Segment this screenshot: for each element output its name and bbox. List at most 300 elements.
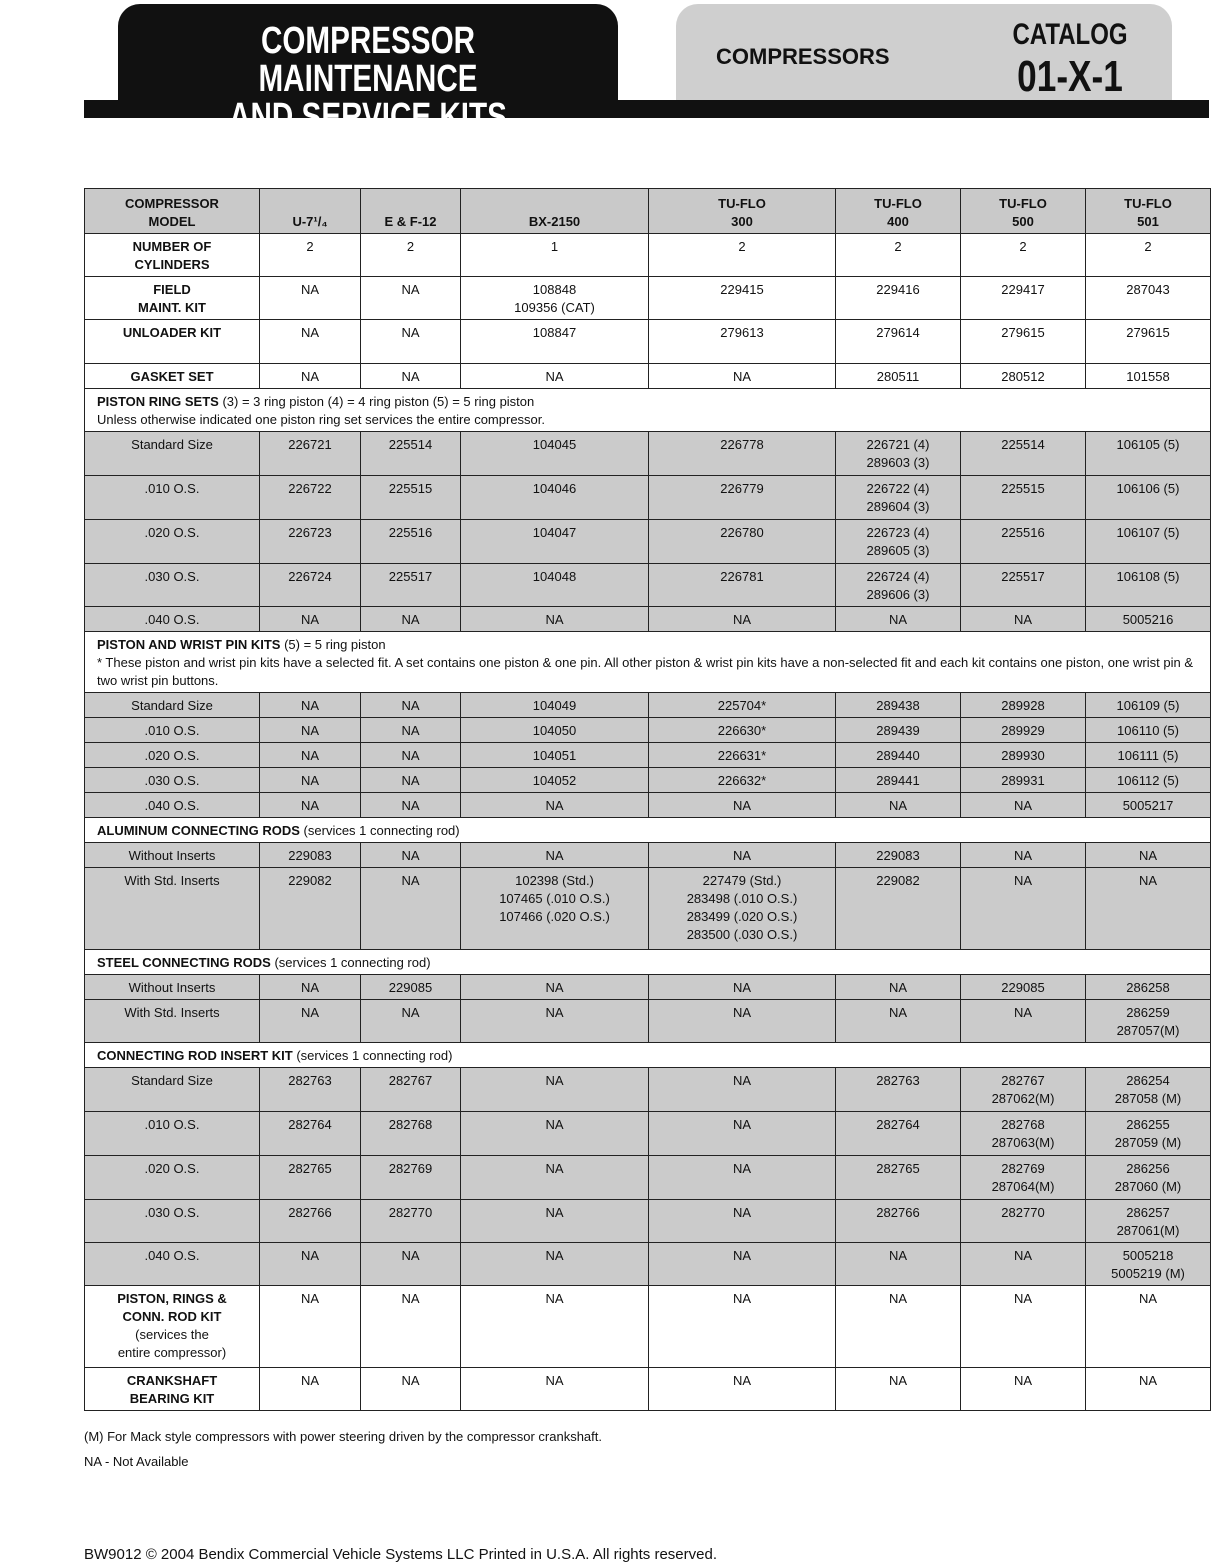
table-cell (961, 1368, 1086, 1411)
table-cell (836, 718, 961, 743)
table-cell (461, 1243, 649, 1286)
table-cell (260, 234, 361, 277)
row-label-text: NUMBER OF CYLINDERS (132, 239, 212, 272)
cell-value: 229085 (1001, 980, 1045, 995)
cell-value: 226722 (4) 289604 (3) (866, 481, 930, 514)
cell-value: NA (732, 980, 752, 995)
row-label-text: .020 O.S. (144, 748, 200, 763)
cell-value: 282764 (288, 1117, 332, 1132)
section-heading (85, 632, 1211, 693)
table-row (85, 364, 1211, 389)
cell-value: NA (888, 798, 908, 813)
cell-value: 226724 (288, 569, 332, 584)
section-title: CONNECTING ROD INSERT KIT (97, 1048, 293, 1063)
table-cell (649, 320, 836, 364)
cell-value: 282767 287062(M) (991, 1073, 1055, 1106)
title-line-2: AND SERVICE KITS (229, 96, 507, 138)
cell-value: 226723 (288, 525, 332, 540)
table-cell (260, 693, 361, 718)
table-cell (461, 975, 649, 1000)
table-cell (961, 564, 1086, 607)
row-label-text: .030 O.S. (144, 1205, 200, 1220)
cell-value: 282770 (388, 1205, 433, 1220)
cell-value: 2 (406, 239, 415, 254)
cell-value: 104047 (532, 525, 577, 540)
section-row (85, 818, 1211, 843)
row-label-text: Without Inserts (128, 980, 216, 995)
cell-value: 289439 (876, 723, 920, 738)
section-description: (services 1 connecting rod) (292, 1048, 453, 1063)
table-cell (836, 843, 961, 868)
row-label-text: .010 O.S. (144, 481, 200, 496)
cell-value: 225515 (388, 481, 433, 496)
cell-value: NA (888, 612, 908, 627)
row-label (85, 476, 260, 520)
table-row (85, 1200, 1211, 1243)
cell-value: 225517 (1001, 569, 1045, 584)
cell-value: NA (732, 1073, 752, 1088)
table-cell (260, 364, 361, 389)
table-row (85, 793, 1211, 818)
table-cell (361, 234, 461, 277)
table-cell (649, 277, 836, 320)
cell-value: NA (401, 282, 420, 297)
table-cell (1086, 693, 1211, 718)
row-label (85, 1243, 260, 1286)
cell-value: 225517 (388, 569, 433, 584)
table-cell (260, 1000, 361, 1043)
table-cell (1086, 1112, 1211, 1156)
cell-value: NA (1013, 798, 1033, 813)
table-cell (1086, 277, 1211, 320)
table-cell (260, 1156, 361, 1200)
catalog-word: CATALOG (1012, 18, 1128, 51)
cell-value: 282768 (388, 1117, 433, 1132)
table-cell (461, 1200, 649, 1243)
column-header: TU-FLO 501 (1086, 189, 1211, 234)
table-cell (361, 364, 461, 389)
table-cell (836, 1000, 961, 1043)
table-row (85, 975, 1211, 1000)
cell-value: NA (1013, 612, 1033, 627)
cell-value: 225514 (388, 437, 433, 452)
cell-value: NA (732, 1005, 752, 1020)
cell-value: NA (401, 748, 420, 763)
cell-value: 226722 (288, 481, 332, 496)
cell-value: 104048 (532, 569, 577, 584)
cell-value: NA (732, 1205, 752, 1220)
cell-value: NA (401, 1373, 420, 1388)
row-label (85, 564, 260, 607)
table-cell (649, 975, 836, 1000)
category-label: COMPRESSORS (716, 44, 890, 69)
table-cell (649, 1286, 836, 1368)
table-cell (361, 476, 461, 520)
cell-value: 108848 109356 (CAT) (514, 282, 595, 315)
section-title: STEEL CONNECTING RODS (97, 955, 271, 970)
cell-value: 229083 (288, 848, 332, 863)
cell-value: 106106 (5) (1116, 481, 1180, 496)
catalog-number: 01-X-1 (1017, 52, 1123, 101)
table-cell (961, 607, 1086, 632)
table-cell (260, 868, 361, 950)
cell-value: NA (1013, 873, 1033, 888)
table-cell (961, 234, 1086, 277)
table-cell (649, 520, 836, 564)
table-cell (836, 1112, 961, 1156)
cell-value: NA (300, 773, 320, 788)
table-row (85, 476, 1211, 520)
cell-value: NA (545, 1005, 564, 1020)
cell-value: 106109 (5) (1116, 698, 1180, 713)
cell-value: NA (888, 1005, 908, 1020)
table-cell (361, 520, 461, 564)
cell-value: 282766 (876, 1205, 920, 1220)
table-cell (649, 1243, 836, 1286)
cell-value: NA (300, 282, 320, 297)
column-header: TU-FLO 500 (961, 189, 1086, 234)
cell-value: NA (545, 1291, 564, 1306)
table-cell (461, 234, 649, 277)
table-cell (836, 1243, 961, 1286)
cell-value: NA (300, 748, 320, 763)
table-cell (260, 432, 361, 476)
table-row (85, 234, 1211, 277)
section-row (85, 1043, 1211, 1068)
table-row (85, 693, 1211, 718)
page-title (173, 22, 563, 136)
table-cell (461, 693, 649, 718)
row-label (85, 768, 260, 793)
section-title: ALUMINUM CONNECTING RODS (97, 823, 300, 838)
row-label-text: .030 O.S. (144, 773, 200, 788)
table-row (85, 768, 1211, 793)
table-cell (836, 476, 961, 520)
table-cell (961, 793, 1086, 818)
table-cell (461, 520, 649, 564)
cell-value: 229083 (876, 848, 920, 863)
table-row (85, 320, 1211, 364)
cell-value: NA (888, 1291, 908, 1306)
table-cell (260, 1286, 361, 1368)
table-cell (260, 476, 361, 520)
table-cell (260, 320, 361, 364)
cell-value: 289440 (876, 748, 920, 763)
cell-value: NA (401, 325, 420, 340)
row-label (85, 1286, 260, 1368)
table-cell (1086, 768, 1211, 793)
cell-value: 5005216 (1122, 612, 1174, 627)
section-heading (85, 1043, 1211, 1068)
row-label-text: .030 O.S. (144, 569, 200, 584)
table-cell (1086, 520, 1211, 564)
table-cell (961, 476, 1086, 520)
table-row (85, 1068, 1211, 1112)
column-header: E & F-12 (361, 189, 461, 234)
table-cell (649, 234, 836, 277)
table-cell (961, 1200, 1086, 1243)
table-cell (361, 793, 461, 818)
cell-value: 286255 287059 (M) (1114, 1117, 1182, 1150)
table-cell (836, 607, 961, 632)
table-cell (361, 1368, 461, 1411)
cell-value: 2 (306, 239, 314, 254)
row-label-text: .010 O.S. (144, 723, 200, 738)
table-cell (836, 432, 961, 476)
cell-value: 282763 (288, 1073, 332, 1088)
table-cell (461, 843, 649, 868)
table-cell (260, 718, 361, 743)
cell-value: 106107 (5) (1116, 525, 1180, 540)
cell-value: NA (1013, 1005, 1033, 1020)
table-cell (361, 607, 461, 632)
table-cell (1086, 607, 1211, 632)
table-cell (836, 234, 961, 277)
table-cell (260, 277, 361, 320)
table-cell (1086, 843, 1211, 868)
cell-value: 289930 (1001, 748, 1045, 763)
table-cell (1086, 1068, 1211, 1112)
row-label-text: .020 O.S. (144, 1161, 200, 1176)
row-label (85, 693, 260, 718)
cell-value: NA (401, 1005, 420, 1020)
cell-value: NA (888, 980, 908, 995)
table-row (85, 868, 1211, 950)
cell-value: 2 (1019, 239, 1027, 254)
table-cell (1086, 364, 1211, 389)
table-cell (361, 1000, 461, 1043)
cell-value: 280511 (876, 369, 920, 384)
cell-value: 282764 (876, 1117, 920, 1132)
row-label-text: UNLOADER KIT (122, 325, 222, 340)
cell-value: 279615 (1001, 325, 1045, 340)
table-cell (361, 1068, 461, 1112)
section-description: (3) = 3 ring piston (4) = 4 ring piston (5) = 5 ring piston Unless otherwise indicated one piston ring set services the entire compressor. (97, 394, 545, 427)
table-cell (361, 277, 461, 320)
cell-value: NA (732, 1291, 752, 1306)
row-label (85, 364, 260, 389)
table-cell (1086, 1000, 1211, 1043)
cell-value: 104045 (532, 437, 577, 452)
cell-value: 226721 (288, 437, 332, 452)
cell-value: 229085 (388, 980, 433, 995)
cell-value: NA (1013, 1291, 1033, 1306)
table-cell (836, 1068, 961, 1112)
table-cell (649, 768, 836, 793)
cell-value: 226781 (720, 569, 764, 584)
kits-table (84, 188, 1211, 1411)
table-cell (961, 693, 1086, 718)
table-cell (961, 1156, 1086, 1200)
row-label (85, 1000, 260, 1043)
table-cell (836, 520, 961, 564)
row-label-text: FIELD MAINT. KIT (138, 282, 206, 315)
table-cell (649, 718, 836, 743)
table-cell (361, 1243, 461, 1286)
row-label-text: .040 O.S. (144, 1248, 200, 1263)
section-heading (85, 389, 1211, 432)
note-mack: (M) For Mack style compressors with power steering driven by the compressor crankshaft. (84, 1429, 603, 1444)
cell-value: 279615 (1126, 325, 1170, 340)
table-cell (836, 868, 961, 950)
section-title: PISTON AND WRIST PIN KITS (97, 637, 281, 652)
table-cell (461, 1068, 649, 1112)
row-label (85, 975, 260, 1000)
cell-value: NA (401, 848, 420, 863)
row-label (85, 1200, 260, 1243)
table-cell (1086, 476, 1211, 520)
row-label-text: .010 O.S. (144, 1117, 200, 1132)
table-row (85, 607, 1211, 632)
cell-value: NA (545, 612, 564, 627)
row-label-text: CRANKSHAFT BEARING KIT (126, 1373, 218, 1406)
section-title: PISTON RING SETS (97, 394, 219, 409)
table-cell (836, 320, 961, 364)
table-cell (1086, 1368, 1211, 1411)
table-cell (1086, 320, 1211, 364)
cell-value: NA (732, 1117, 752, 1132)
table-cell (1086, 234, 1211, 277)
cell-value: 282765 (876, 1161, 920, 1176)
cell-value: NA (1138, 1373, 1158, 1388)
table-cell (649, 1068, 836, 1112)
cell-value: NA (732, 1373, 752, 1388)
table-cell (1086, 743, 1211, 768)
cell-value: 106111 (5) (1117, 748, 1179, 763)
table-cell (961, 364, 1086, 389)
table-cell (836, 793, 961, 818)
cell-value: 106105 (5) (1116, 437, 1180, 452)
table-cell (260, 1243, 361, 1286)
row-label-text: Standard Size (131, 1073, 213, 1088)
table-cell (1086, 975, 1211, 1000)
cell-value: 1 (550, 239, 559, 254)
table-cell (1086, 1243, 1211, 1286)
cell-value: 282770 (1001, 1205, 1045, 1220)
table-cell (1086, 718, 1211, 743)
table-cell (260, 768, 361, 793)
cell-value: 2 (894, 239, 902, 254)
table-cell (649, 1000, 836, 1043)
cell-value: 225516 (1001, 525, 1045, 540)
cell-value: NA (1138, 848, 1158, 863)
table-row (85, 843, 1211, 868)
cell-value: NA (1013, 1248, 1033, 1263)
table-cell (649, 1200, 836, 1243)
table-cell (961, 1068, 1086, 1112)
cell-value: 289441 (876, 773, 920, 788)
cell-value: NA (401, 369, 420, 384)
cell-value: 225515 (1001, 481, 1045, 496)
table-header-row (85, 189, 1211, 234)
table-cell (649, 868, 836, 950)
cell-value: 101558 (1126, 369, 1170, 384)
cell-value: 226632* (717, 773, 767, 788)
row-label (85, 277, 260, 320)
cell-value: NA (732, 848, 752, 863)
cell-value: NA (401, 698, 420, 713)
cell-value: NA (300, 798, 320, 813)
table-row (85, 432, 1211, 476)
cell-value: NA (545, 848, 564, 863)
row-label-text: .040 O.S. (144, 798, 200, 813)
cell-value: NA (300, 612, 320, 627)
cell-value: 279614 (876, 325, 920, 340)
cell-value: NA (732, 1161, 752, 1176)
note-na: NA - Not Available (84, 1454, 189, 1469)
row-label (85, 718, 260, 743)
table-cell (961, 520, 1086, 564)
table-cell (649, 1156, 836, 1200)
table-cell (961, 1286, 1086, 1368)
table-cell (461, 320, 649, 364)
table-cell (649, 476, 836, 520)
cell-value: NA (545, 1248, 564, 1263)
cell-value: 282765 (288, 1161, 332, 1176)
section-description: (services 1 connecting rod) (270, 955, 431, 970)
cell-value: NA (545, 1117, 564, 1132)
table-cell (461, 1368, 649, 1411)
cell-value: NA (300, 980, 320, 995)
table-cell (461, 868, 649, 950)
table-cell (361, 1112, 461, 1156)
table-cell (1086, 564, 1211, 607)
table-cell (1086, 1200, 1211, 1243)
cell-value: NA (300, 698, 320, 713)
table-cell (649, 1368, 836, 1411)
column-header: COMPRESSOR MODEL (85, 189, 260, 234)
cell-value: 226630* (717, 723, 767, 738)
table-cell (461, 607, 649, 632)
cell-value: 106110 (5) (1117, 723, 1179, 738)
table-cell (461, 364, 649, 389)
row-label (85, 234, 260, 277)
cell-value: 106112 (5) (1117, 773, 1179, 788)
table-cell (1086, 1156, 1211, 1200)
table-cell (649, 743, 836, 768)
cell-value: NA (401, 723, 420, 738)
row-label (85, 320, 260, 364)
table-row (85, 520, 1211, 564)
cell-value: 229416 (876, 282, 920, 297)
cell-value: NA (300, 723, 320, 738)
cell-value: 229082 (288, 873, 332, 888)
row-label (85, 432, 260, 476)
cell-value: 225704* (717, 698, 767, 713)
table-row (85, 564, 1211, 607)
cell-value: NA (300, 1005, 320, 1020)
table-cell (961, 432, 1086, 476)
row-label (85, 520, 260, 564)
table-cell (836, 975, 961, 1000)
cell-value: 280512 (1001, 369, 1045, 384)
table-cell (361, 1200, 461, 1243)
cell-value: NA (401, 873, 420, 888)
table-cell (260, 743, 361, 768)
table-cell (260, 843, 361, 868)
cell-value: 287043 (1126, 282, 1170, 297)
row-label-text: Standard Size (131, 698, 213, 713)
cell-value: 104050 (532, 723, 577, 738)
cell-value: NA (300, 369, 320, 384)
cell-value: 289929 (1001, 723, 1045, 738)
cell-value: NA (300, 1248, 320, 1263)
cell-value: 289438 (876, 698, 920, 713)
table-cell (836, 277, 961, 320)
table-cell (260, 520, 361, 564)
table-row (85, 743, 1211, 768)
row-label-text: Standard Size (131, 437, 213, 452)
